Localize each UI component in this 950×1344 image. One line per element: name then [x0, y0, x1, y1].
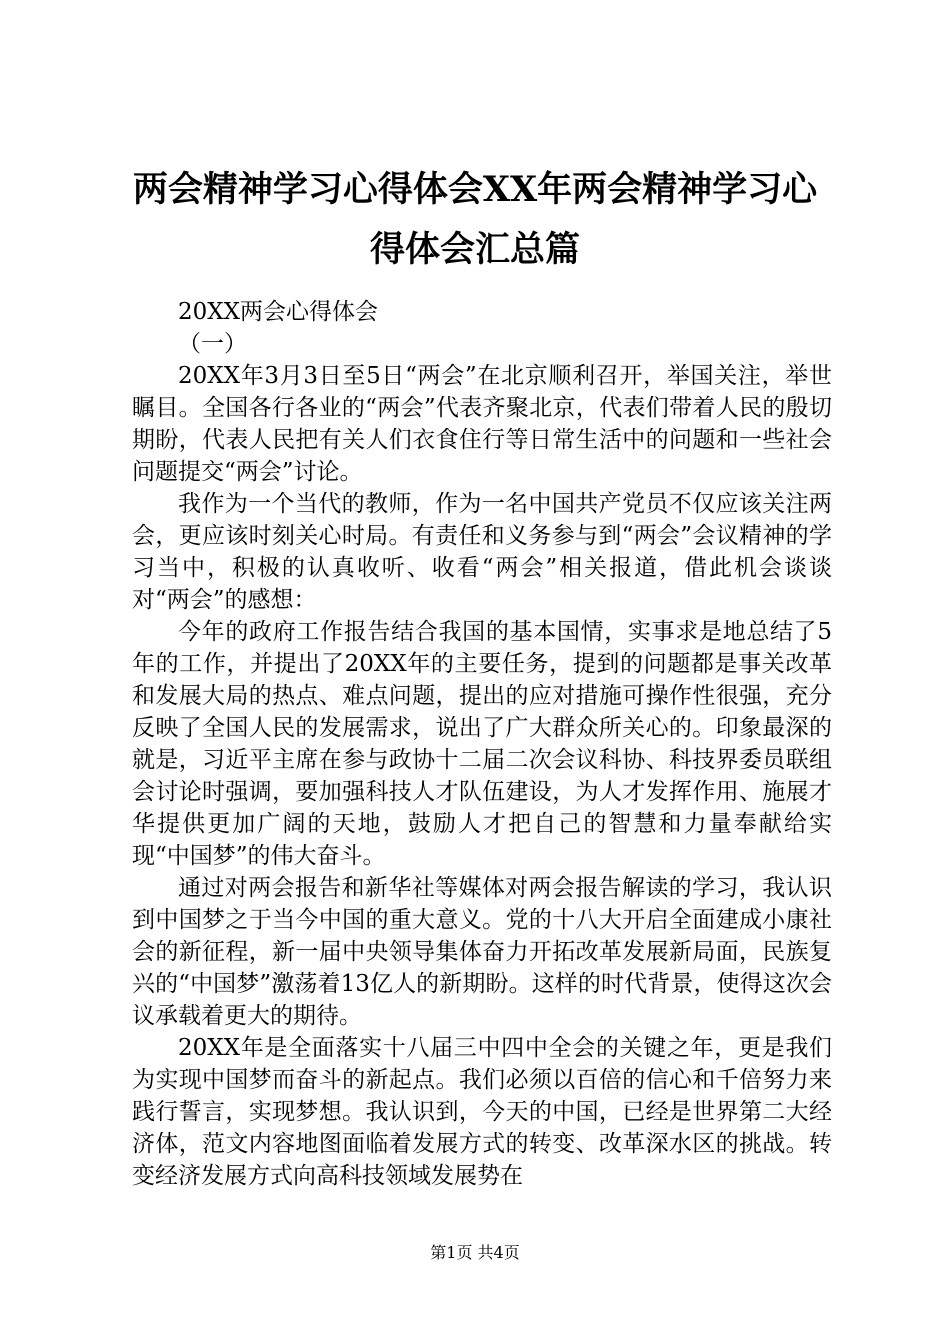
- document-title: 两会精神学习心得体会XX年两会精神学习心得体会汇总篇: [132, 169, 818, 270]
- paragraph: 我作为一个当代的教师，作为一名中国共产党员不仅应该关注两会，更应该时刻关心时局。有责任和义务参与到“两会”会议精神的学习当中，积极的认真收听、收看“两会”相关报道，借此机会谈谈对“两会”的感想：: [132, 491, 832, 613]
- paragraph: 今年的政府工作报告结合我国的基本国情，实事求是地总结了5年的工作，并提出了20XX年的主要任务，提到的问题都是事关改革和发展大局的热点、难点问题，提出的应对措施可操作性很强，充分反映了全国人民的发展需求，说出了广大群众所关心的。印象最深的就是，习近平主席在参与政协十二届二次会议科协、科技界委员联组会讨论时强调，要加强科技人才队伍建设，为人才发挥作用、施展才华提供更加广阔的天地，鼓励人才把自己的智慧和力量奉献给实现“中国梦”的伟大奋斗。: [132, 619, 832, 869]
- section-label: （一）: [178, 331, 247, 357]
- paragraph: 20XX年是全面落实十八届三中四中全会的关键之年，更是我们为实现中国梦而奋斗的新起点。我们必须以百倍的信心和千倍努力来践行誓言，实现梦想。我认识到，今天的中国，已经是世界第二大经济体，范文内容地图面临着发展方式的转变、改革深水区的挑战。转变经济发展方式向高科技领域发展势在: [132, 1035, 832, 1189]
- document-body: [132, 296, 832, 1192]
- page-footer: 第1页 共4页: [430, 1243, 520, 1262]
- subtitle: 20XX两会心得体会: [178, 299, 379, 325]
- paragraph: 通过对两会报告和新华社等媒体对两会报告解读的学习，我认识到中国梦之于当今中国的重大意义。党的十八大开启全面建成小康社会的新征程，新一届中央领导集体奋力开拓改革发展新局面，民族复兴的“中国梦”激荡着13亿人的新期盼。这样的时代背景，使得这次会议承载着更大的期待。: [132, 875, 832, 1029]
- paragraph: 20XX年3月3日至5日“两会”在北京顺利召开，举国关注，举世瞩目。全国各行各业的“两会”代表齐聚北京，代表们带着人民的殷切期盼，代表人民把有关人们衣食住行等日常生活中的问题和一些社会问题提交“两会”讨论。: [132, 363, 832, 485]
